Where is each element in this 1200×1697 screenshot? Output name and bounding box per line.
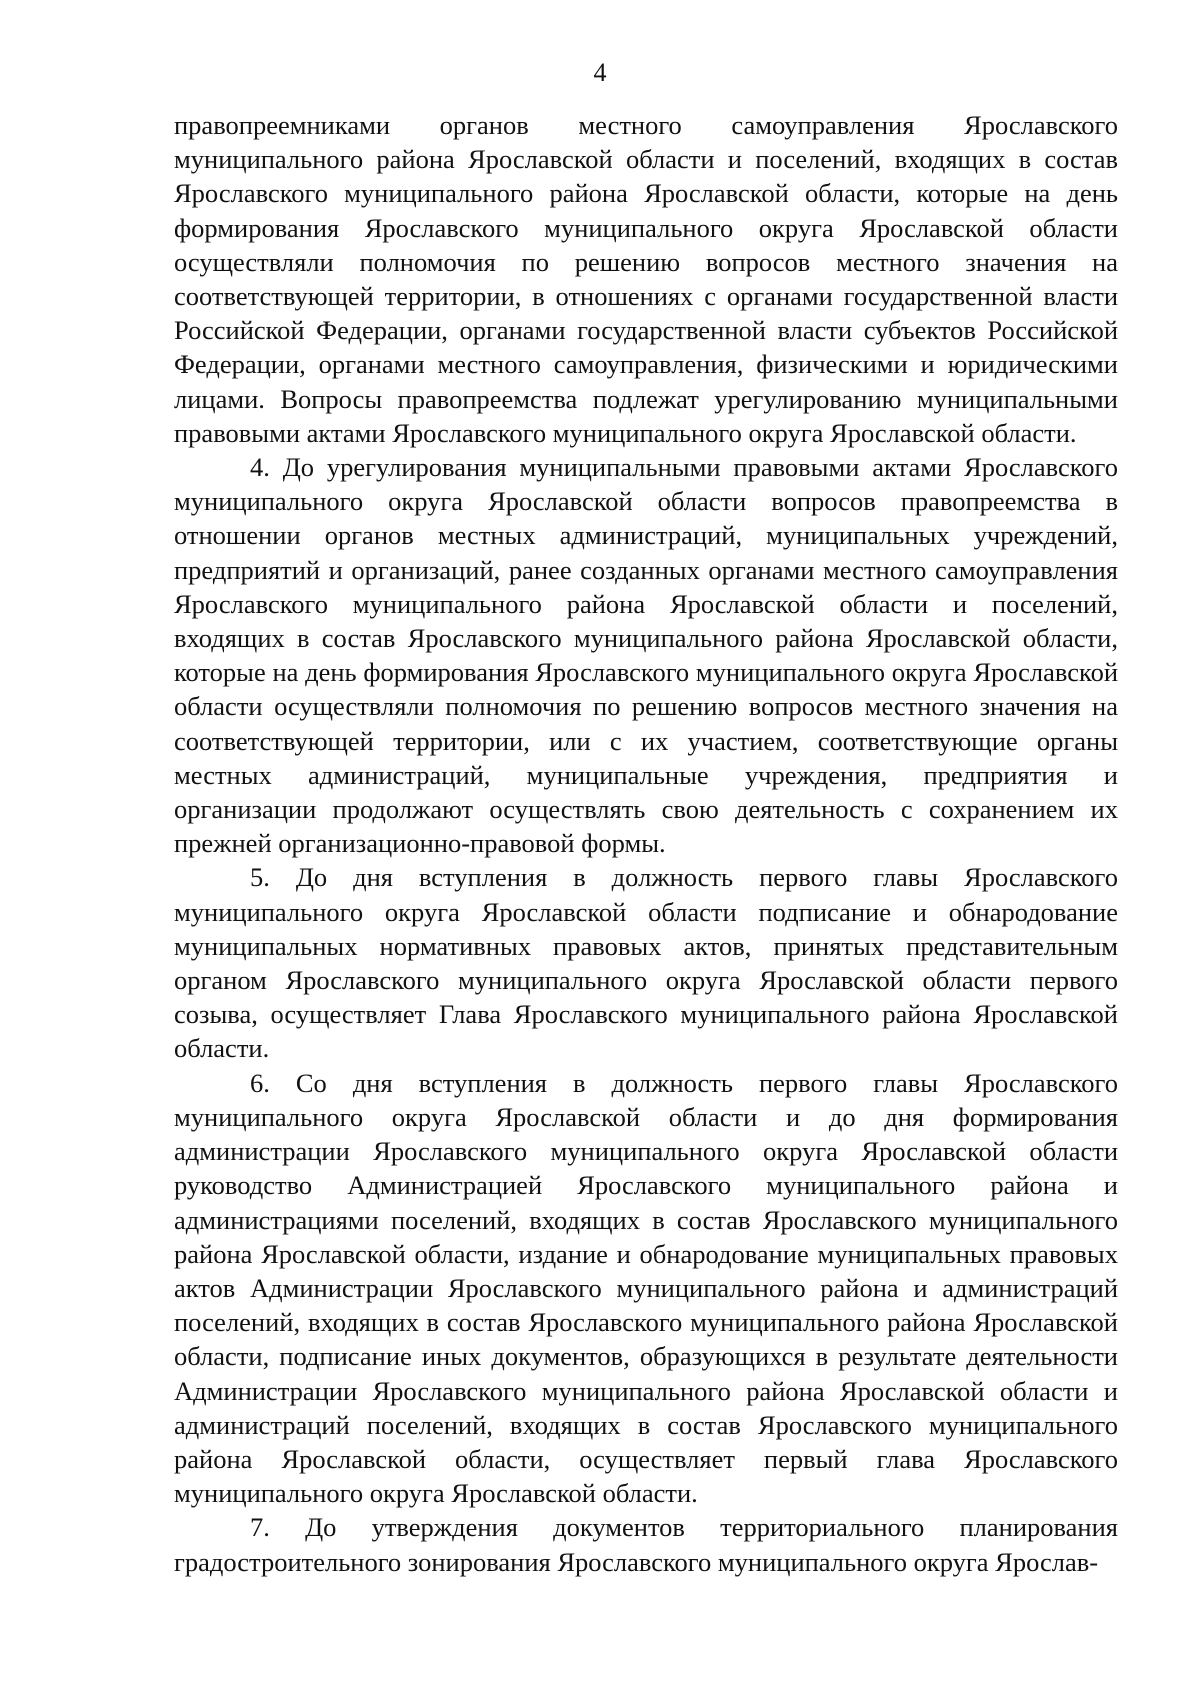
paragraph-item-5: 5. До дня вступления в должность первого главы Ярославского муниципального округа Ярославской области подписание и обнародование муниципальных нормативных правовых актов, принятых представительным органом Ярославского муниципального округа Ярославской области первого созыва, осуществляет Глава Ярославского муниципального района Ярославской области. bbox=[174, 862, 1118, 1064]
document-body bbox=[174, 108, 1118, 1579]
paragraph-item-6: 6. Со дня вступления в должность первого главы Ярославского муниципального округа Ярославской области и до дня формирования администрации Ярославского муниципального округа Ярославской области руководство Администрацией Ярославского муниципального района и администрациями поселений, входящих в состав Ярославского муниципального района Ярославской области, издание и обнародование муниципальных правовых актов Администрации Ярославского муниципального района и администраций поселений, входящих в состав Ярославского муниципального района Ярославской области, подписание иных документов, образующихся в результате деятельности Администрации Ярославского муниципального района Ярославской области и администраций поселений, входящих в состав Ярославского муниципального района Ярославской области, осуществляет первый глава Ярославского муниципального округа Ярославской области. bbox=[174, 1067, 1118, 1509]
paragraph-continuation: правопреемниками органов местного самоуправления Ярославского муниципального района Ярославской области и поселений, входящих в состав Ярославского муниципального района Ярославской области, которые на день формирования Ярославского муниципального округа Ярославской области осуществляли полномочия по решению вопросов местного значения на соответствующей территории, в отношениях с органами государственной власти Российской Федерации, органами государственной власти субъектов Российской Федерации, органами местного самоуправления, физическими и юридическими лицами. Вопросы правопреемства подлежат урегулированию муниципальными правовыми актами Ярославского муниципального округа Ярославской области. bbox=[174, 110, 1118, 448]
page-number: 4 bbox=[593, 58, 607, 87]
paragraph-item-4: 4. До урегулирования муниципальными правовыми актами Ярославского муниципального округа Ярославской области вопросов правопреемства в отношении органов местных администраций, муниципальных учреждений, предприятий и организаций, ранее созданных органами местного самоуправления Ярославского муниципального района Ярославской области и поселений, входящих в состав Ярославского муниципального района Ярославской области, которые на день формирования Ярославского муниципального округа Ярославской области осуществляли полномочия по решению вопросов местного значения на соответствующей территории, или с их участием, соответствующие органы местных администраций, муниципальные учреждения, предприятия и организации продолжают осуществлять свою деятельность с сохранением их прежней организационно-правовой формы. bbox=[174, 452, 1118, 859]
paragraph-item-7: 7. До утверждения документов территориального планирования градостроительного зонирования Ярославского муниципального округа Ярослав- bbox=[174, 1512, 1118, 1577]
